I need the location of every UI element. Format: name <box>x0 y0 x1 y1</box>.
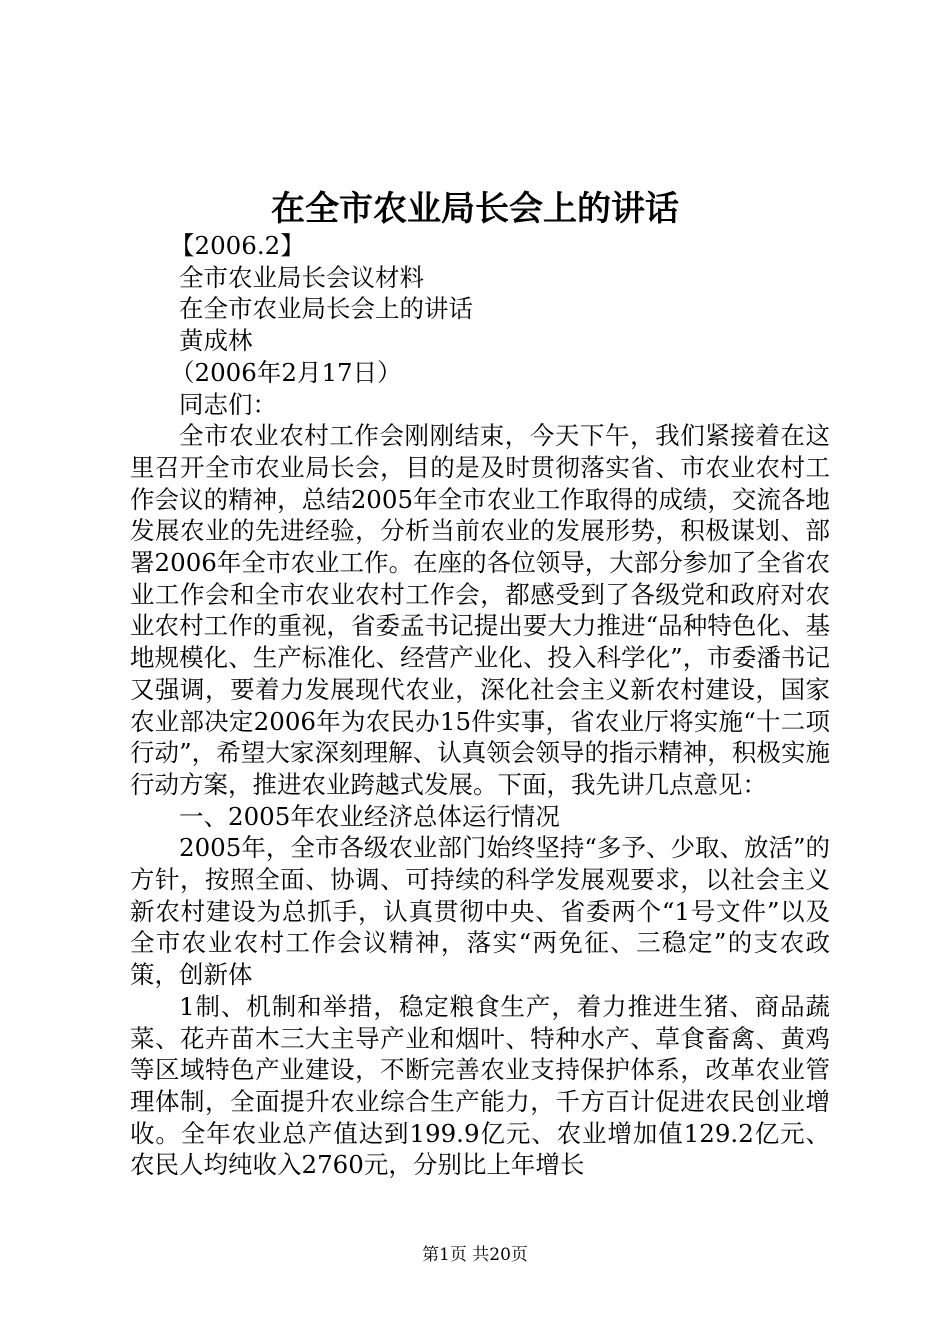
paragraph-2005-overview: 2005年，全市各级农业部门始终坚持“多予、少取、放活”的方针，按照全面、协调、可持续的科学发展观要求，以社会主义新农村建设为总抓手，认真贯彻中央、省委两个“1号文件”以及全市农业农村工作会议精神，落实“两免征、三稳定”的支农政策，创新体 <box>130 833 830 990</box>
salutation: 同志们： <box>179 389 277 419</box>
speaker-name: 黄成林 <box>179 326 253 356</box>
paragraph-continued: 1制、机制和举措，稳定粮食生产，着力推进生猪、商品蔬菜、花卉苗木三大主导产业和烟叶、特种水产、草食畜禽、黄鸡等区域特色产业建设，不断完善农业支持保护体系，改革农业管理体制，全面提升农业综合生产能力，千方百计促进农民创业增收。全年农业总产值达到199.9亿元、农业增加值129.2亿元、农民人均纯收入2760元，分别比上年增长 <box>130 991 830 1180</box>
speech-date: （2006年2月17日） <box>170 357 402 387</box>
document-title: 在全市农业局长会上的讲话 <box>271 189 679 229</box>
material-label: 全市农业局长会议材料 <box>179 262 424 292</box>
section-heading: 一、2005年农业经济总体运行情况 <box>179 801 560 831</box>
date-tag: 【2006.2】 <box>170 231 305 260</box>
paragraph-intro: 全市农业农村工作会刚刚结束，今天下午，我们紧接着在这里召开全市农业局长会，目的是及时贯彻落实省、市农业农村工作会议的精神，总结2005年全市农业工作取得的成绩，交流各地发展农业的先进经验，分析当前农业的发展形势，积极谋划、部署2006年全市农业工作。在座的各位领导，大部分参加了全省农业工作会和全市农业农村工作会，都感受到了各级党和政府对农业农村工作的重视，省委孟书记提出要大力推进“品种特色化、基地规模化、生产标准化、经营产业化、投入科学化”，市委潘书记又强调，要着力发展现代农业，深化社会主义新农村建设，国家农业部决定2006年为农民办15件实事，省农业厅将实施“十二项行动”，希望大家深刻理解、认真领会领导的指示精神，积极实施行动方案，推进农业跨越式发展。下面，我先讲几点意见： <box>130 421 830 799</box>
page-footer: 第1页 共20页 <box>422 1245 528 1265</box>
document-body <box>130 230 830 1181</box>
speech-subtitle: 在全市农业局长会上的讲话 <box>179 294 473 324</box>
